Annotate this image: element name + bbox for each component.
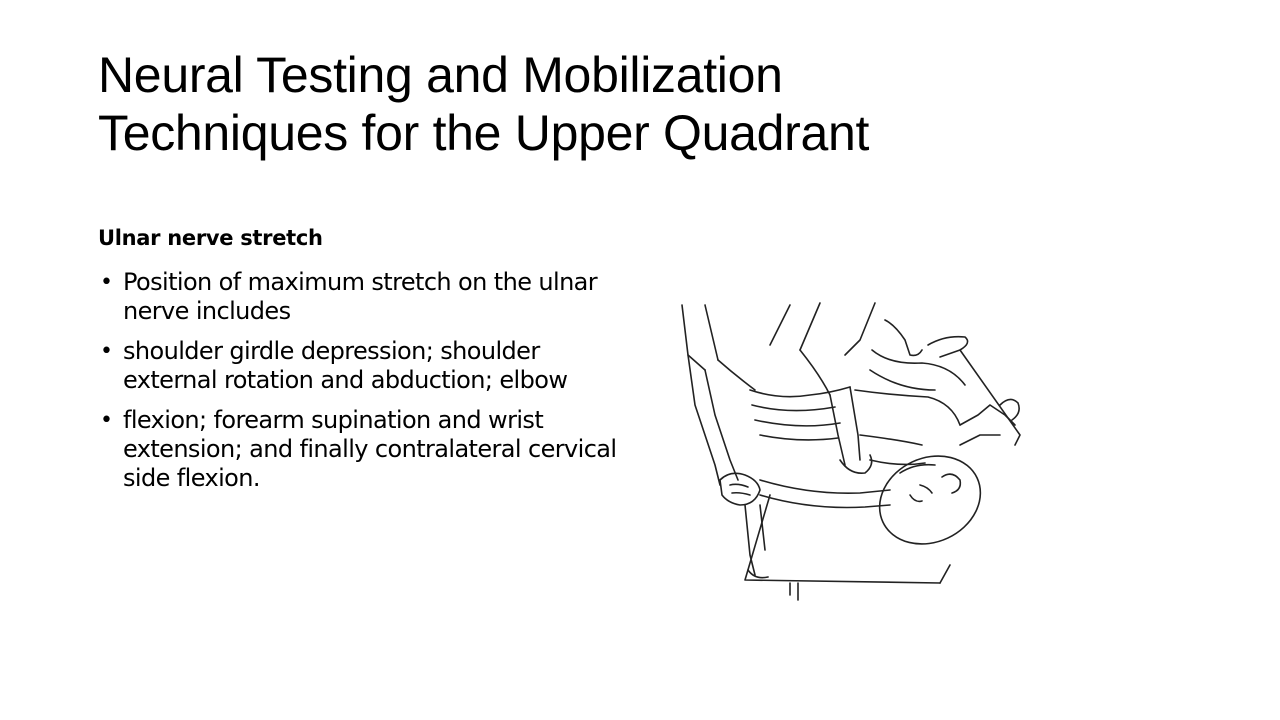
title-line-2: Techniques for the Upper Quadrant (98, 105, 870, 161)
table-outline (745, 350, 1020, 600)
title-line-1: Neural Testing and Mobilization (98, 47, 783, 103)
ulnar-nerve-stretch-drawing-icon (660, 295, 1050, 615)
subheading: Ulnar nerve stretch (98, 226, 323, 250)
bullet-item (98, 406, 618, 493)
bullet-text: shoulder girdle depression; shoulder external rotation and abduction; elbow (123, 337, 568, 394)
bullet-list (98, 268, 618, 504)
bullet-dot-icon: • (100, 408, 113, 433)
bullet-dot-icon: • (100, 270, 113, 295)
bullet-dot-icon: • (100, 339, 113, 364)
therapist-figure (682, 303, 875, 578)
bullet-item (98, 337, 618, 395)
bullet-item (98, 268, 618, 326)
slide-title (98, 46, 1098, 162)
bullet-text: Position of maximum stretch on the ulnar nerve includes (123, 268, 598, 325)
bullet-text: flexion; forearm supination and wrist extension; and finally contralateral cervical side flexion. (123, 406, 617, 492)
